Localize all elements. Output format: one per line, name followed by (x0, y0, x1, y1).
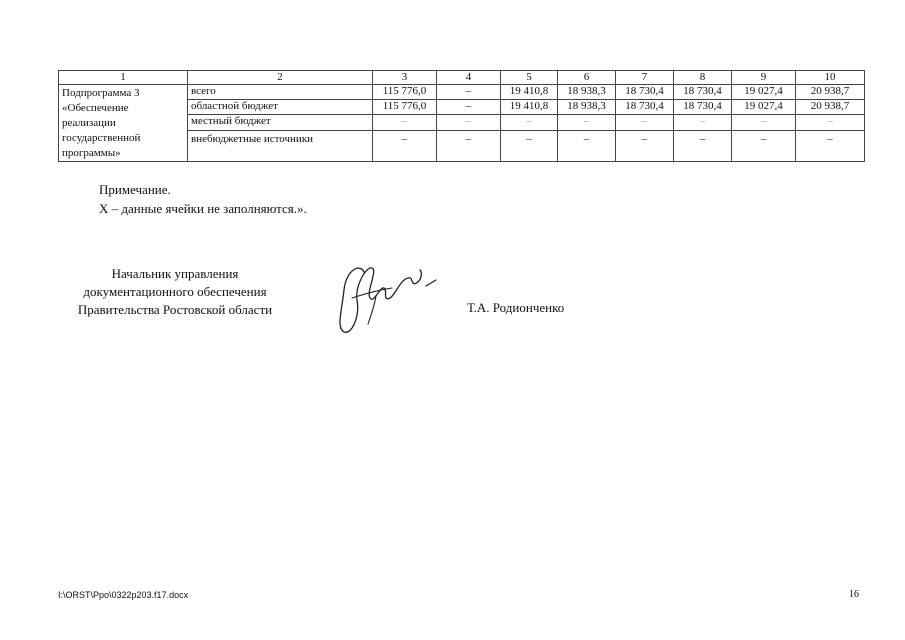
file-path: I:\ORST\Ppo\0322p203.f17.docx (58, 590, 189, 600)
value-cell: 20 938,7 (796, 85, 865, 100)
value-cell: – (558, 115, 616, 130)
value-cell: 20 938,7 (796, 100, 865, 115)
value-cell: – (616, 130, 674, 161)
value-cell: – (437, 100, 501, 115)
column-header: 7 (616, 71, 674, 85)
funding-source-cell: областной бюджет (188, 100, 373, 115)
value-cell: – (501, 115, 558, 130)
signatory-name: Т.А. Родионченко (467, 300, 565, 315)
column-header: 2 (188, 71, 373, 85)
value-cell: – (796, 130, 865, 161)
value-cell: 115 776,0 (373, 100, 437, 115)
value-cell: – (437, 115, 501, 130)
value-cell: – (558, 130, 616, 161)
value-cell: 115 776,0 (373, 85, 437, 100)
note-heading: Примечание. (99, 182, 171, 197)
signatory-title-line: Правительства Ростовской области (77, 302, 273, 317)
page-number: 16 (849, 589, 859, 600)
value-cell: 18 938,3 (558, 85, 616, 100)
value-cell: – (373, 115, 437, 130)
column-header: 9 (732, 71, 796, 85)
signatory-title-line: документационного обеспечения (83, 284, 267, 299)
value-cell: – (674, 130, 732, 161)
funding-source-cell: внебюджетные источники (188, 130, 373, 161)
funding-source-cell: местный бюджет (188, 115, 373, 130)
value-cell: – (437, 130, 501, 161)
column-header: 3 (373, 71, 437, 85)
value-cell: 18 730,4 (674, 85, 732, 100)
program-name-cell: Подпрограмма 3 «Обеспечение реализации государственной программы» (59, 85, 188, 162)
value-cell: – (437, 85, 501, 100)
column-header: 4 (437, 71, 501, 85)
value-cell: – (373, 130, 437, 161)
value-cell: – (796, 115, 865, 130)
column-header: 8 (674, 71, 732, 85)
value-cell: 19 410,8 (501, 100, 558, 115)
column-header: 10 (796, 71, 865, 85)
signatory-title-line: Начальник управления (111, 266, 239, 281)
table-header-row (59, 71, 865, 85)
value-cell: 19 027,4 (732, 85, 796, 100)
handwritten-signature (330, 258, 445, 338)
funding-source-cell: всего (188, 85, 373, 100)
value-cell: – (501, 130, 558, 161)
value-cell: 18 730,4 (616, 85, 674, 100)
column-header: 1 (59, 71, 188, 85)
value-cell: 18 938,3 (558, 100, 616, 115)
note-block (99, 180, 307, 218)
budget-table (58, 70, 865, 162)
value-cell: – (674, 115, 732, 130)
signatory-title (58, 265, 292, 319)
column-header: 5 (501, 71, 558, 85)
table-row (59, 85, 865, 100)
value-cell: 18 730,4 (616, 100, 674, 115)
value-cell: 18 730,4 (674, 100, 732, 115)
value-cell: 19 027,4 (732, 100, 796, 115)
value-cell: – (732, 115, 796, 130)
value-cell: – (616, 115, 674, 130)
note-text: Х – данные ячейки не заполняются.». (99, 201, 307, 216)
column-header: 6 (558, 71, 616, 85)
value-cell: 19 410,8 (501, 85, 558, 100)
value-cell: – (732, 130, 796, 161)
